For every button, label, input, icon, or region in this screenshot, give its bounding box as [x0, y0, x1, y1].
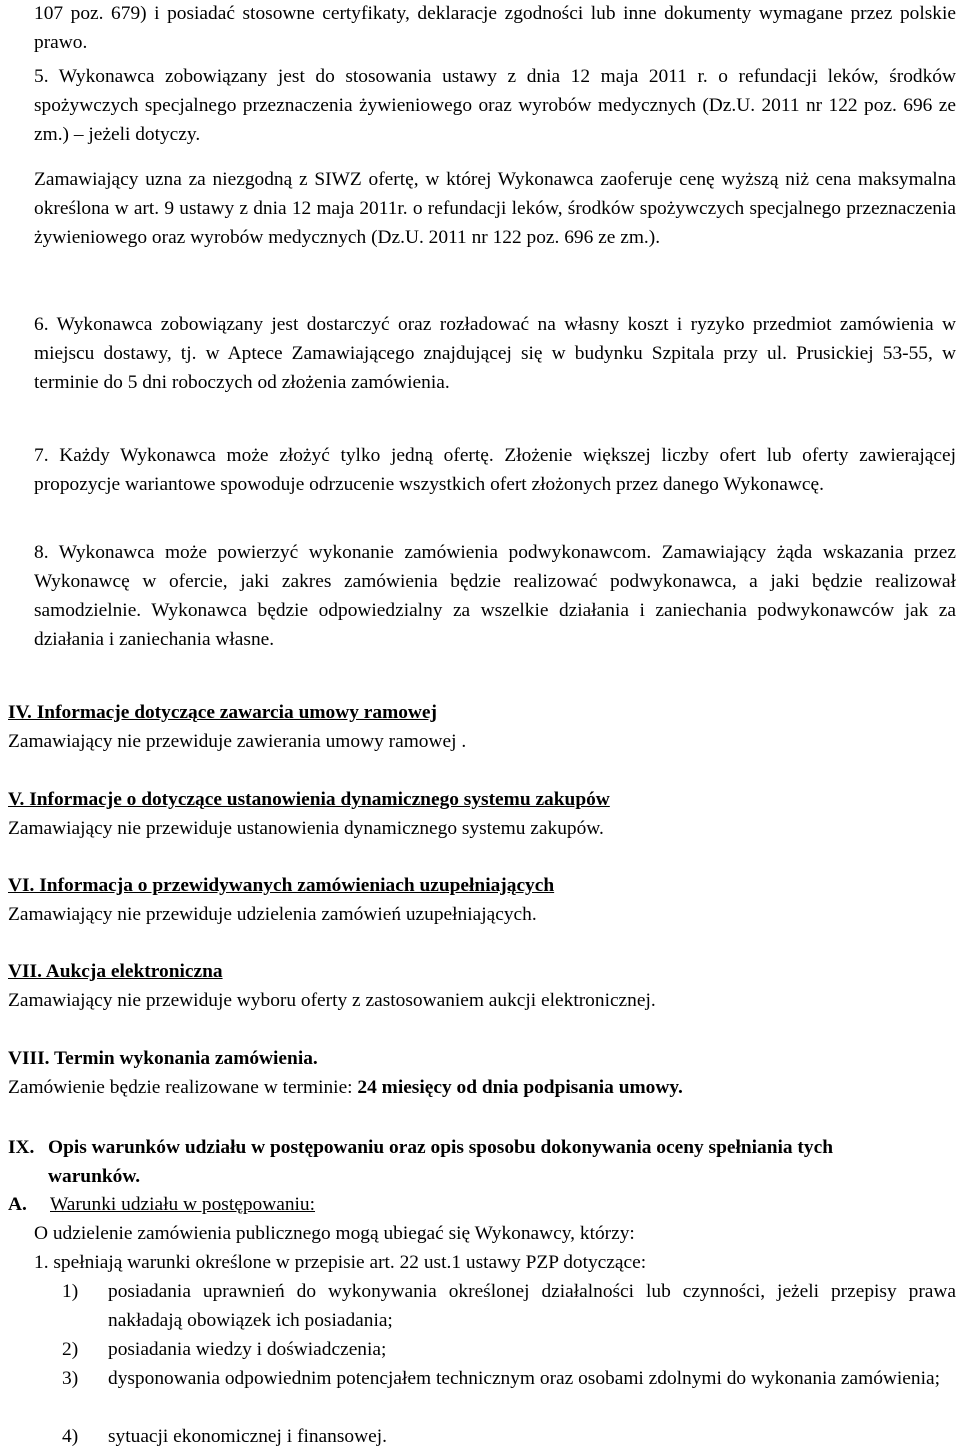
- section-iv-text: Zamawiający nie przewiduje zawierania umowy ramowej .: [8, 731, 467, 752]
- list-item-text: posiadania uprawnień do wykonywania określonej działalności lub czynności, jeżeli przepisy prawa nakładają obowiązek ich posiadania;: [108, 1281, 956, 1331]
- condition-1: 1. spełniają warunki określone w przepisie art. 22 ust.1 ustawy PZP dotyczące:: [34, 1252, 647, 1273]
- section-ix-title: Opis warunków udziału w postępowaniu oraz opis sposobu dokonywania oceny spełniania tych warunków.: [48, 1137, 833, 1187]
- list-item-number: 4): [62, 1426, 79, 1447]
- paragraph-5: 5. Wykonawca zobowiązany jest do stosowania ustawy z dnia 12 maja 2011 r. o refundacji leków, środków spożywczych specjalnego przeznaczenia żywieniowego oraz wyrobów medycznych (Dz.U. 2011 nr 122 poz. 696 ze zm.) – jeżeli dotyczy.: [34, 66, 956, 145]
- list-item-text: dysponowania odpowiednim potencjałem technicznym oraz osobami zdolnymi do wykonania zamówienia;: [108, 1368, 940, 1389]
- section-v-text: Zamawiający nie przewiduje ustanowienia dynamicznego systemu zakupów.: [8, 818, 604, 839]
- section-vi-title: [8, 871, 956, 900]
- paragraph-top: 107 poz. 679) i posiadać stosowne certyfikaty, deklaracje zgodności lub inne dokumenty wymagane przez polskie prawo.: [34, 3, 956, 53]
- list-item-text: sytuacji ekonomicznej i finansowej.: [108, 1426, 387, 1447]
- section-viii-text: [8, 1073, 956, 1102]
- list-item-number: 3): [62, 1368, 79, 1389]
- subsection-a-text: O udzielenie zamówienia publicznego mogą ubiegać się Wykonawcy, którzy:: [34, 1223, 635, 1244]
- list-item-number: 1): [62, 1281, 79, 1302]
- paragraph-7: 7. Każdy Wykonawca może złożyć tylko jedną ofertę. Złożenie większej liczby ofert lub oferty zawierającej propozycje wariantowe spowoduje odrzucenie wszystkich ofert złożonych przez danego Wykonawcę.: [34, 445, 956, 495]
- section-iv-heading: IV. Informacje dotyczące zawarcia umowy ramowej: [8, 702, 437, 723]
- section-vii-title: [8, 957, 956, 986]
- section-viii-text-bold: 24 miesięcy od dnia podpisania umowy.: [357, 1077, 683, 1098]
- subsection-a-letter: A.: [8, 1194, 27, 1215]
- section-vii-text: Zamawiający nie przewiduje wyboru oferty z zastosowaniem aukcji elektronicznej.: [8, 990, 656, 1011]
- section-v-title: [8, 785, 956, 814]
- section-viii-title: [8, 1044, 956, 1073]
- section-vi-text: Zamawiający nie przewiduje udzielenia zamówień uzupełniających.: [8, 904, 537, 925]
- list-item-text: posiadania wiedzy i doświadczenia;: [108, 1339, 387, 1360]
- paragraph-5-continued: Zamawiający uzna za niezgodną z SIWZ ofertę, w której Wykonawca zaoferuje cenę wyższą niż cena maksymalna określona w art. 9 ustawy z dnia 12 maja 2011r. o refundacji leków, środków spożywczych specjalnego przeznaczenia żywieniowego oraz wyrobów medycznych (Dz.U. 2011 nr 122 poz. 696 ze zm.).: [34, 169, 956, 248]
- section-viii-text-plain: Zamówienie będzie realizowane w terminie:: [8, 1077, 358, 1098]
- section-v-heading: V. Informacje o dotyczące ustanowienia dynamicznego systemu zakupów: [8, 789, 610, 810]
- list-item-number: 2): [62, 1339, 79, 1360]
- section-ix-number: IX.: [8, 1137, 35, 1158]
- section-vi-heading: VI. Informacja o przewidywanych zamówieniach uzupełniających: [8, 875, 555, 896]
- paragraph-8: 8. Wykonawca może powierzyć wykonanie zamówienia podwykonawcom. Zamawiający żąda wskazania przez Wykonawcę w ofercie, jaki zakres zamówienia będzie realizować podwykonawca, a jaki będzie realizował samodzielnie. Wykonawca będzie odpowiedzialny za wszelkie działania i zaniechania podwykonawców jak za działania i zaniechania własne.: [34, 542, 956, 650]
- section-viii-heading: VIII. Termin wykonania zamówienia.: [8, 1048, 318, 1069]
- section-iv-title: [8, 698, 956, 727]
- subsection-a-title: Warunki udziału w postępowaniu:: [50, 1194, 316, 1215]
- paragraph-6: 6. Wykonawca zobowiązany jest dostarczyć oraz rozładować na własny koszt i ryzyko przedmiot zamówienia w miejscu dostawy, tj. w Aptece Zamawiającego znajdującej się w budynku Szpitala przy ul. Prusickiej 53-55, w terminie do 5 dni roboczych od złożenia zamówienia.: [34, 314, 956, 393]
- section-vii-heading: VII. Aukcja elektroniczna: [8, 961, 223, 982]
